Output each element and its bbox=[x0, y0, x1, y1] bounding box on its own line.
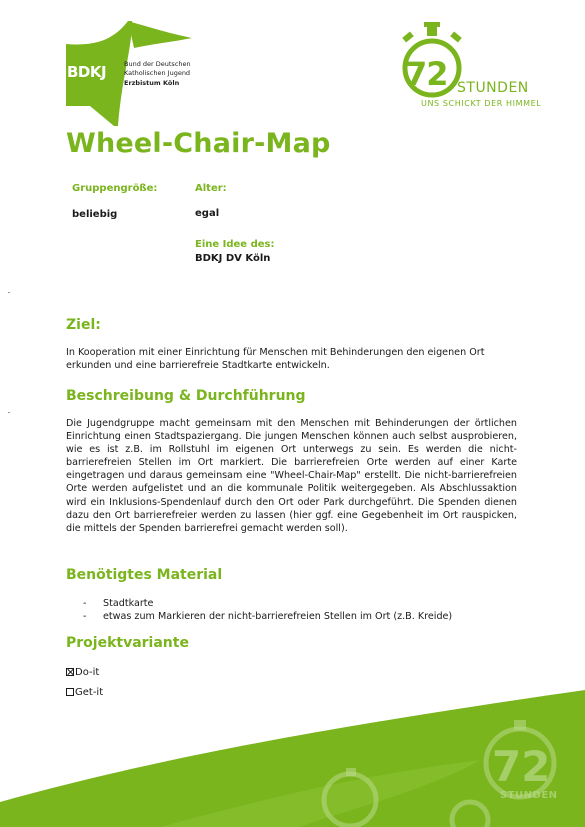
list-bullet: - bbox=[83, 611, 87, 622]
age-value: egal bbox=[195, 208, 220, 219]
stunden-word: STUNDEN bbox=[457, 80, 529, 96]
logo-tagline: UNS SCHICKT DER HIMMEL bbox=[421, 99, 542, 108]
idea-label: Eine Idee des: bbox=[195, 239, 275, 250]
variant-do-it-label: Do-it bbox=[75, 667, 100, 678]
age-label: Alter: bbox=[195, 183, 227, 194]
margin-mark bbox=[8, 412, 10, 413]
material-item-2: etwas zum Markieren der nicht-barrierefreien Stellen im Ort (z.B. Kreide) bbox=[103, 611, 453, 622]
bdkj-logo bbox=[62, 20, 197, 130]
seventytwo-number: 72 bbox=[405, 55, 448, 93]
description-heading: Beschreibung & Durchführung bbox=[66, 388, 306, 404]
idea-value: BDKJ DV Köln bbox=[195, 253, 271, 264]
bdkj-abbr: BDKJ bbox=[67, 63, 107, 81]
goal-heading: Ziel: bbox=[66, 317, 101, 333]
bdkj-line-3: Erzbistum Köln bbox=[124, 79, 180, 87]
material-item-1: Stadtkarte bbox=[103, 598, 154, 609]
variant-heading: Projektvariante bbox=[66, 635, 189, 651]
list-bullet: - bbox=[83, 598, 87, 609]
list-item bbox=[66, 597, 536, 610]
variant-option-do-it[interactable] bbox=[66, 667, 99, 678]
list-item bbox=[66, 610, 536, 623]
footer-watermark-number: 72 bbox=[492, 742, 551, 791]
checked-checkbox-icon[interactable] bbox=[66, 668, 74, 676]
footer-watermark-word: STUNDEN bbox=[500, 790, 558, 801]
material-list bbox=[66, 597, 536, 623]
description-text: Die Jugendgruppe macht gemeinsam mit den Menschen mit Behinderungen der örtlichen Einrichtung einen Stadtspaziergang. Die jungen Menschen können auch selbst ausprobieren, wie es ist z.B. im Rollstuhl im eigenen Ort unterwegs zu sein. Es werden die nicht-barrierefreien Stellen im Ort markiert. Die barrierefreien Orte werden auf einer Karte eingetragen und daraus gemeinsam eine "Wheel-Chair-Map" erstellt. Die nicht-barrierefreien Orte werden aufgelistet und an die kommunale Politik weitergegeben. Als Abschlussaktion wird ein Inklusions-Spendenlauf durch den Ort oder Park durchgeführt. Die Spenden dienen dazu den Ort barrierefreier werden zu lassen (hier ggf. eine Gegebenheit im Ort rauspicken, die mittels der Spenden barrierefrei gemacht werden soll). bbox=[66, 418, 517, 534]
seventytwo-stunden-logo bbox=[385, 22, 555, 122]
margin-mark bbox=[8, 292, 10, 293]
page-title: Wheel-Chair-Map bbox=[66, 128, 331, 159]
bdkj-line-2: Katholischen Jugend bbox=[124, 69, 191, 77]
material-heading: Benötigtes Material bbox=[66, 567, 223, 583]
group-size-label: Gruppengröße: bbox=[72, 183, 158, 194]
goal-text: In Kooperation mit einer Einrichtung für Menschen mit Behinderungen den eigenen Ort erkunden und eine barrierefreie Stadtkarte entwickeln. bbox=[66, 347, 485, 372]
variant-get-it-label: Get-it bbox=[75, 687, 104, 698]
group-size-value: beliebig bbox=[72, 209, 118, 220]
bdkj-line-1: Bund der Deutschen bbox=[124, 60, 191, 68]
